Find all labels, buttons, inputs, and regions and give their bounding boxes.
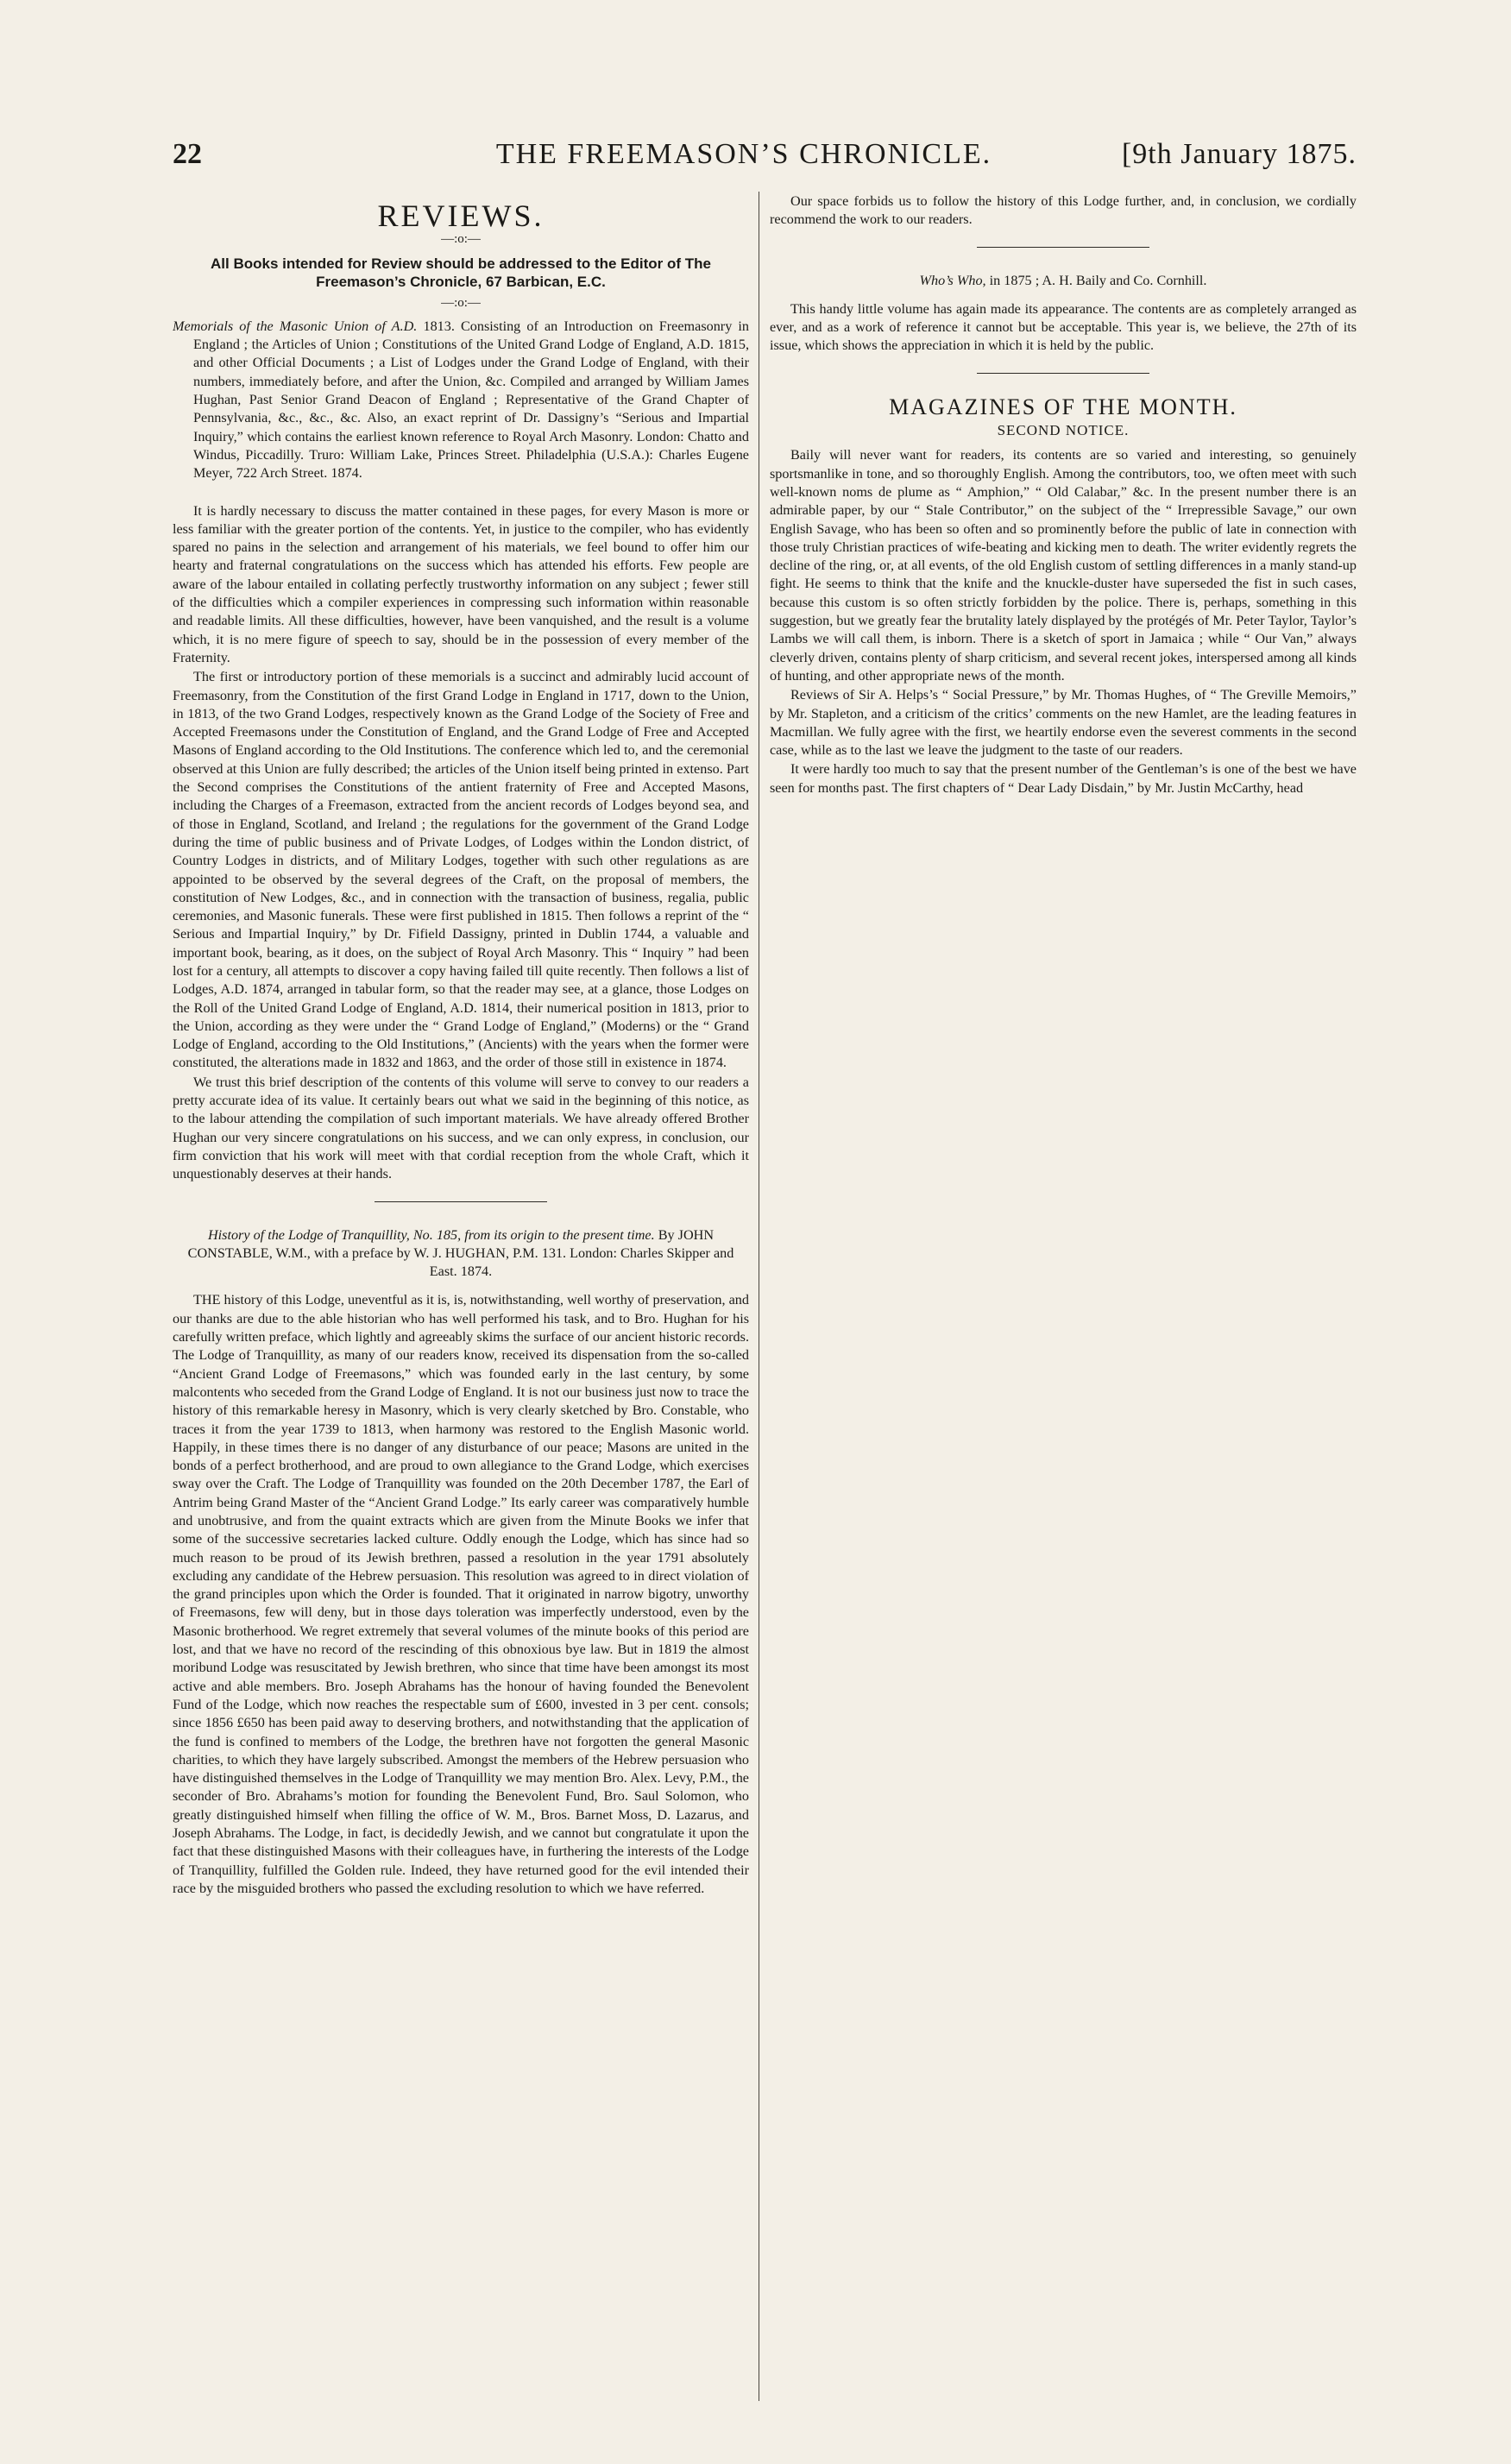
magazine-paragraph: Baily will never want for readers, its contents are so varied and interesting, so genuinely sportsmanlike in tone, and so thoroughly English. Among the contributors, too, we often meet with such well-known noms de plume as “ Amphion,” “ Old Calabar,” &c. In the present number there is an admirable paper, by our “ Stale Contributor,” on the subject of the “ Irrepressible Savage,” our own English Savage, who has been so often and so prominently before the public of late in connection with those truly Christian practices of wife-beating and kicking men to death. The writer evidently regrets the decline of the ring, or, at all events, of the old English custom of settling differences in a manly stand-up fight. He seems to think that the knife and the knuckle-duster have superseded the fist in such cases, because this custom is so often strictly forbidden by the police. There is, perhaps, something in this suggestion, but we greatly fear the brutality lately displayed by the protégés of Mr. Peter Taylor, Taylor’s Lambs we will call them, is inborn. There is a sketch of sport in Jamaica ; while “ Our Van,” always cleverly driven, contains plenty of sharp criticism, and several recent jokes, interspersed among all kinds of hunting, and other appropriate news of the month. — [770, 447, 1357, 684]
section-rule — [977, 373, 1149, 374]
ornament-divider: —:o:— — [441, 295, 481, 310]
review-paragraph: It is hardly necessary to discuss the matter contained in these pages, for every Mason is more or less familiar with the greater portion of the contents. Yet, in justice to the compiler, who has evidently spared no pains in the selection and arrangement of his materials, we feel bound to offer him our hearty and fraternal congratulations on the success which has attended his efforts. Few people are aware of the labour entailed in collating perfectly trustworthy information on any subject ; fewer still of the difficulties which a compiler experiences in compressing such information within reasonable and readable limits. All these difficulties, however, have been vanquished, and the result is a volume which, it is no mere figure of speech to say, should be in the possession of every member of the Fraternity. — [173, 502, 749, 665]
book-details: in 1875 ; A. H. Baily and Co. Cornhill. — [985, 272, 1207, 288]
book-entry-tranquillity — [173, 1226, 749, 1282]
right-column — [770, 192, 1357, 2401]
review-paragraph: Our space forbids us to follow the history of this Lodge further, and, in conclusion, we cordially recommend the work to our readers. — [770, 193, 1357, 228]
magazine-paragraph: Reviews of Sir A. Helps’s “ Social Pressure,” by Mr. Thomas Hughes, of “ The Greville Memoirs,” by Mr. Stapleton, and a criticism of the critics’ comments on the new Hamlet, are the leading features in Macmillan. We fully agree with the first, we heartily endorse even the severest comments in the second case, while as to the last we leave the judgment to the taste of our readers. — [770, 687, 1357, 759]
section-rule — [375, 1201, 547, 1202]
book-details: 1813. Consisting of an Introduction on Freemasonry in England ; the Articles of Union ; Constitutions of the United Grand Lodge of England, A.D. 1815, and other Official Documents ; a List of Lodges under the Grand Lodge of England, with their numbers, immediately before, and after the Union, &c. Compiled and arranged by William James Hughan, Past Senior Grand Deacon of England ; Representative of the Grand Chapter of Pennsylvania, &c., &c., &c. Also, an exact reprint of Dr. Dassigny’s “Serious and Impartial Inquiry,” which contains the earliest known reference to Royal Arch Masonry. London: Chatto and Windus, Piccadilly. Truro: William Lake, Princes Street. Philadelphia (U.S.A.): Charles Eugene Meyer, 722 Arch Street. 1874. — [193, 318, 749, 482]
review-paragraph: This handy little volume has again made its appearance. The contents are as completely arranged as ever, and as a work of reference it cannot but be acceptable. This year is, we believe, the 27th of its issue, which shows the appreciation in which it is held by the public. — [770, 300, 1357, 354]
book-entry-whos-who — [770, 272, 1357, 290]
running-header — [173, 138, 1357, 181]
issue-date: [9th January 1875. — [1121, 138, 1357, 170]
magazines-heading: MAGAZINES OF THE MONTH. — [889, 394, 1237, 419]
review-paragraph: The first or introductory portion of these memorials is a succinct and admirably lucid account of Freemasonry, from the Constitution of the first Grand Lodge in England in 1717, down to the Union, in 1813, of the two Grand Lodges, respectively known as the Grand Lodge of the Society of Free and Accepted Freemasons under the Constitution of England, and the Grand Lodge of Free and Accepted Masons of England according to the Old Institutions. The conference which led to, and the ceremonial observed at this Union are fully described; the articles of the Union itself being printed in extenso. Part the Second comprises the Constitutions of the antient fraternity of Free and Accepted Masons, including the Charges of a Freemason, extracted from the ancient records of Lodges beyond sea, and of those in England, Scotland, and Ireland ; the regulations for the government of the Grand Lodge during the time of public business and of Private Lodges, of Lodges within the London district, of Country Lodges in districts, and of Military Lodges, together with such other regulations as are appointed to be observed by the several degrees of the Craft, on the proposal of members, the constitution of New Lodges, &c., and in connection with the transaction of business, regalia, public ceremonies, and Masonic funerals. These were first published in 1815. Then follows a reprint of the “ Serious and Impartial Inquiry,” by Dr. Fifield Dassigny, printed in Dublin 1744, a valuable and important book, bearing, as it does, on the subject of Royal Arch Masonry. This “ Inquiry ” had been lost for a century, all attempts to discover a copy having failed till quite recently. Then follows a list of Lodges, A.D. 1874, arranged in tabular form, so that the reader may see, at a glance, those Lodges on the Roll of the United Grand Lodge of England, A.D. 1814, their numerical position in 1813, prior to the Union, according as they were under the “ Grand Lodge of England,” (Moderns) or the “ Grand Lodge of England, according to the Old Institutions,” (Ancients) with the years when the former were constituted, the alterations made in 1832 and 1863, and the order of those still in existence in 1874. — [173, 669, 749, 1071]
magazines-subheading: SECOND NOTICE. — [997, 422, 1130, 439]
editor-notice: All Books intended for Review should be addressed to the Editor of The Freemason’s Chronicle, 67 Barbican, E.C. — [211, 255, 711, 290]
page-number: 22 — [173, 138, 202, 170]
review-paragraph: THE history of this Lodge, uneventful as it is, is, notwithstanding, well worthy of preservation, and our thanks are due to the able historian who has well performed his task, and to Bro. Hughan for his carefully written preface, which lightly and agreeably skims the surface of our ancient historic records. The Lodge of Tranquillity, as many of our readers know, received its dispensation from the so-called “Ancient Grand Lodge of Freemasons,” which was founded early in the last century, by some malcontents who seceded from the Grand Lodge of England. It is not our business just now to trace the history of this remarkable heresy in Masonry, which is very clearly sketched by Bro. Constable, who traces it from the year 1739 to 1813, when harmony was restored to the English Masonic world. Happily, in these times there is no danger of any disturbance of our peace; Masons are united in the bonds of a perfect brotherhood, and are proud to own allegiance to the Grand Lodge, which exercises sway over the Craft. The Lodge of Tranquillity was founded on the 20th December 1787, the Earl of Antrim being Grand Master of the “Ancient Grand Lodge.” Its early career was comparatively humble and unobtrusive, and from the quaint extracts which are given from the Minute Books we infer that some of the successive secretaries lacked culture. Oddly enough the Lodge, which has since had so much reason to be proud of its Jewish brethren, passed a resolution in the year 1791 absolutely excluding any candidate of the Hebrew persuasion. This resolution was agreed to in direct violation of the grand principles upon which the Order is founded. That it originated in narrow bigotry, unworthy of Freemasons, few will deny, but in those days toleration was imperfectly understood, even by the Masonic brotherhood. We regret extremely that several volumes of the minute books of this period are lost, and that we have no record of the rescinding of this obnoxious bye law. But in 1819 the almost moribund Lodge was resuscitated by Jewish brethren, who since that time have been amongst its most active and able members. Bro. Joseph Abrahams has the honour of having founded the Benevolent Fund of the Lodge, which now reaches the respectable sum of £600, invested in 3 per cent. consols; since 1856 £650 has been paid away to deserving brothers, and notwithstanding that the application of the fund is confined to members of the Lodge, the brethren have not forgotten the general Masonic charities, to which they have largely subscribed. Amongst the members of the Hebrew persuasion who have distinguished themselves in the Lodge of Tranquillity we may mention Bro. Alex. Levy, P.M., the seconder of Bro. Abrahams’s motion for founding the Benevolent Fund, Bro. Saul Solomon, who greatly distinguished himself when filling the office of W. M., Bros. Barnet Moss, D. Lazarus, and Joseph Abrahams. The Lodge, in fact, is decidedly Jewish, and we cannot but congratulate it upon the fact that these distinguished Masons with their colleagues have, in furthering the interests of the Lodge of Tranquillity, fulfilled the Golden rule. Indeed, they have returned good for the evil intended their race by the misguided brothers who passed the excluding resolution to which we have referred. — [173, 1292, 749, 1896]
review-paragraph: We trust this brief description of the contents of this volume will serve to convey to our readers a pretty accurate idea of its value. It certainly bears out what we said in the beginning of this notice, as to the labour attending the compilation of such important materials. We have already offered Brother Hughan our very sincere congratulations on his success, and we can only express, in conclusion, our firm conviction that his work will meet with that cordial reception from the whole Craft, which it unquestionably deserves at their hands. — [173, 1074, 749, 1182]
book-entry-memorials — [173, 318, 749, 483]
book-title: History of the Lodge of Tranquillity, No. 185, from its origin to the present time. — [207, 1226, 655, 1243]
book-details: By JOHN CONSTABLE, W.M., with a preface by W. J. HUGHAN, P.M. 131. London: Charles Skipper and East. 1874. — [187, 1226, 734, 1280]
magazine-paragraph: It were hardly too much to say that the present number of the Gentleman’s is one of the best we have seen for months past. The first chapters of “ Dear Lady Disdain,” by Mr. Justin McCarthy, head — [770, 761, 1357, 796]
reviews-heading: REVIEWS. — [377, 199, 545, 233]
book-title: Who’s Who, — [919, 272, 986, 288]
left-column — [173, 192, 749, 2401]
book-title: Memorials of the Masonic Union of A.D. — [173, 318, 418, 334]
ornament-divider: —:o:— — [441, 232, 481, 247]
publication-title: THE FREEMASON’S CHRONICLE. — [495, 138, 992, 170]
section-rule — [977, 247, 1149, 248]
